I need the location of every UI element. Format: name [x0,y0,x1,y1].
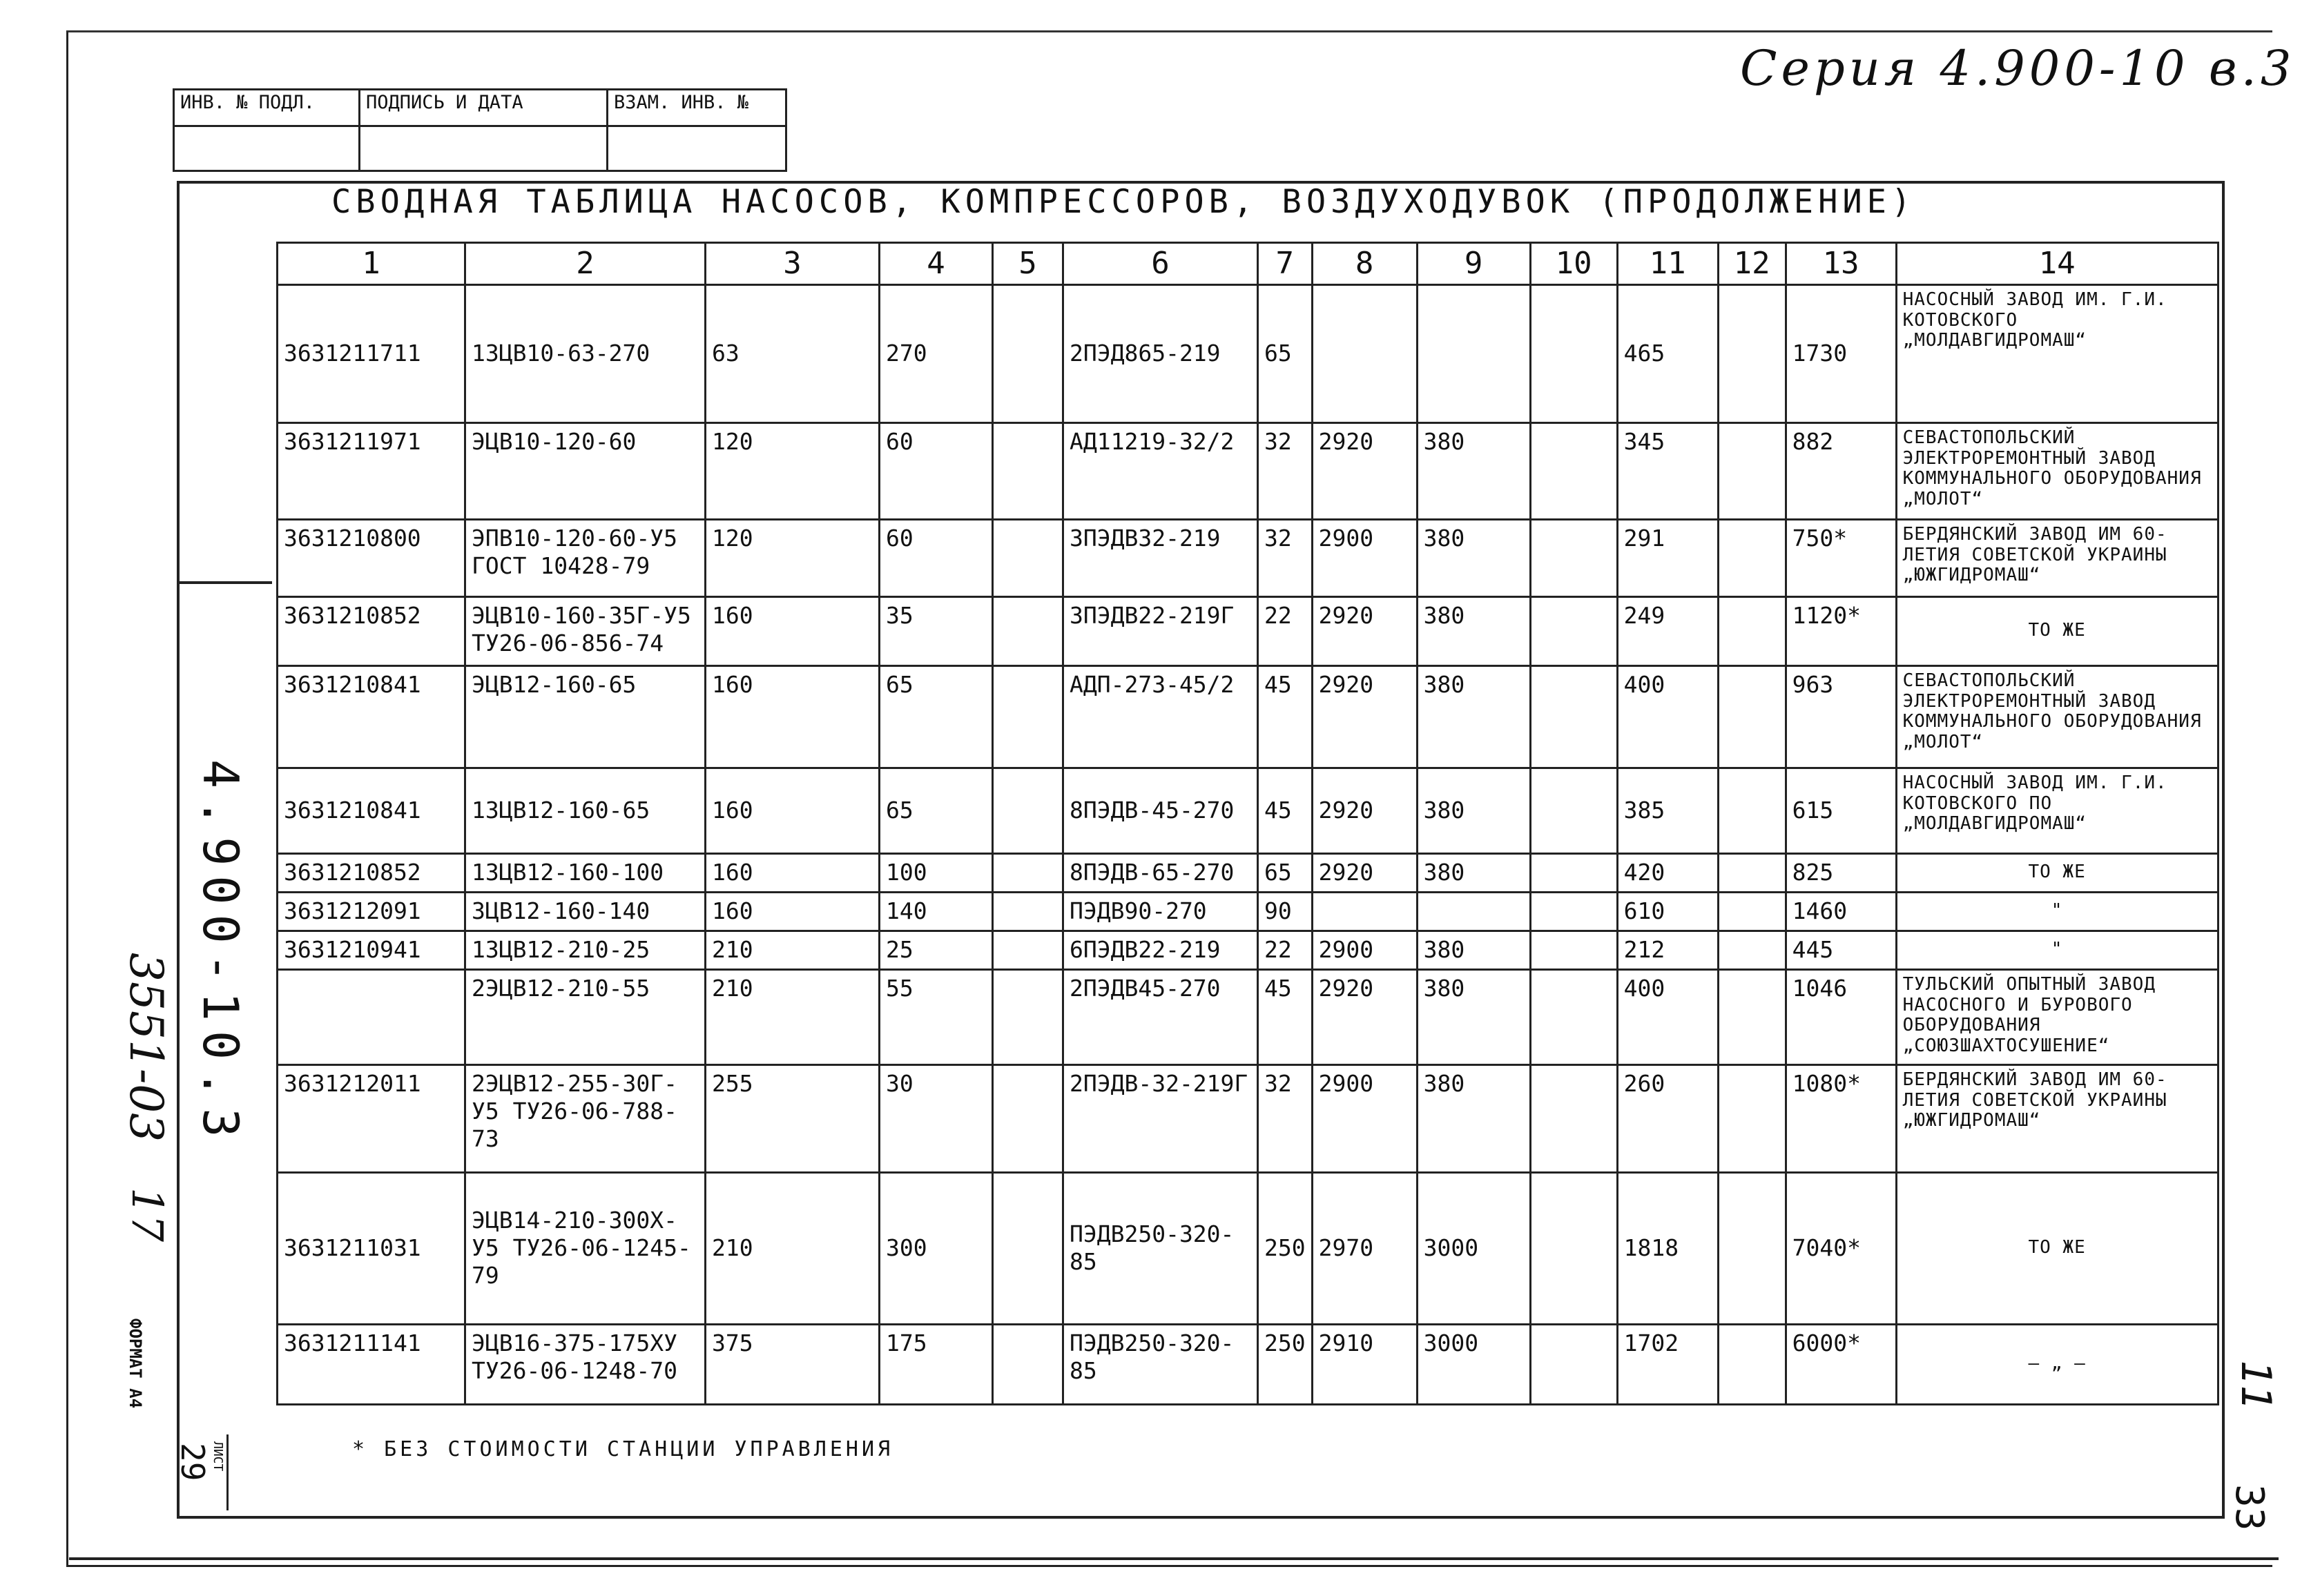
cell-col-13: 1120* [1786,596,1896,665]
cell-col-6: 8ПЭДВ-45-270 [1063,768,1258,853]
cell-col-3: 120 [706,422,880,519]
table-row [278,931,2218,969]
cell-col-3: 160 [706,665,880,768]
col-header-14: 14 [1896,243,2218,285]
cell-col-9 [1417,284,1530,422]
cell-col-3: 210 [706,1172,880,1324]
cell-col-4: 140 [880,892,993,931]
cell-col-8: 2920 [1312,969,1417,1064]
cell-col-13: 963 [1786,665,1896,768]
cell-col-13: 445 [1786,931,1896,969]
archive-code: 3551-03 [119,953,173,1142]
col-header-6: 6 [1063,243,1258,285]
cell-col-13: 1080* [1786,1064,1896,1172]
cell-col-8: 2920 [1312,422,1417,519]
cell-col-2: ЭПВ10-120-60-У5 ГОСТ 10428-79 [465,519,706,596]
stamp-inv-value [174,126,360,171]
cell-col-13: 882 [1786,422,1896,519]
table-row [278,969,2218,1064]
series-label: Серия 4.900-10 в.3 [1740,40,2296,97]
cell-col-9: 380 [1417,969,1530,1064]
cell-col-6: ПЭДВ250-320-85 [1063,1324,1258,1404]
cell-col-14: ТО ЖЕ [1896,853,2218,892]
footnote: * БЕЗ СТОИМОСТИ СТАНЦИИ УПРАВЛЕНИЯ [352,1437,894,1461]
cell-col-8 [1312,892,1417,931]
table-row [278,892,2218,931]
cell-col-13: 750* [1786,519,1896,596]
cell-col-10 [1530,1064,1617,1172]
cell-col-13: 7040* [1786,1172,1896,1324]
cell-col-7: 65 [1258,284,1313,422]
cell-col-2: ЭЦВ14-210-300Х-У5 ТУ26-06-1245-79 [465,1172,706,1324]
cell-col-8: 2970 [1312,1172,1417,1324]
cell-col-14: СЕВАСТОПОЛЬСКИЙ ЭЛЕКТРОРЕМОНТНЫЙ ЗАВОД КОММУНАЛЬНОГО ОБОРУДОВАНИЯ „МОЛОТ“ [1896,665,2218,768]
cell-col-9: 380 [1417,768,1530,853]
cell-col-13: 825 [1786,853,1896,892]
cell-col-6: АД11219-32/2 [1063,422,1258,519]
cell-col-3: 120 [706,519,880,596]
cell-col-11: 249 [1617,596,1718,665]
cell-col-9 [1417,892,1530,931]
cell-col-8: 2900 [1312,931,1417,969]
cell-col-3: 375 [706,1324,880,1404]
cell-col-5 [993,1324,1063,1404]
cell-col-4: 60 [880,519,993,596]
cell-col-6: 8ПЭДВ-65-270 [1063,853,1258,892]
cell-col-2: 13ЦВ12-160-65 [465,768,706,853]
cell-col-13: 6000* [1786,1324,1896,1404]
table-row [278,1064,2218,1172]
cell-col-1: 3631210841 [278,665,465,768]
cell-col-12 [1718,1172,1786,1324]
page-number: 33 [2227,1484,2272,1531]
cell-col-9: 380 [1417,931,1530,969]
cell-col-9: 380 [1417,596,1530,665]
cell-col-10 [1530,422,1617,519]
doc-code: 4.900-10.3 [192,759,249,1147]
stamp-sign-label: ПОДПИСЬ И ДАТА [360,90,608,126]
cell-col-11: 260 [1617,1064,1718,1172]
cell-col-6: 3ПЭДВ22-219Г [1063,596,1258,665]
cell-col-7: 45 [1258,768,1313,853]
col-header-3: 3 [706,243,880,285]
cell-col-14: СЕВАСТОПОЛЬСКИЙ ЭЛЕКТРОРЕМОНТНЫЙ ЗАВОД КОММУНАЛЬНОГО ОБОРУДОВАНИЯ „МОЛОТ“ [1896,422,2218,519]
cell-col-6: 2ПЭД865-219 [1063,284,1258,422]
cell-col-4: 270 [880,284,993,422]
table-row [278,596,2218,665]
cell-col-7: 90 [1258,892,1313,931]
cell-col-11: 400 [1617,665,1718,768]
cell-col-10 [1530,768,1617,853]
cell-col-9: 3000 [1417,1324,1530,1404]
cell-col-12 [1718,422,1786,519]
sheet-label: ЛИСТ [211,1441,225,1472]
stamp-inv-label: ИНВ. № ПОДЛ. [174,90,360,126]
cell-col-7: 22 [1258,931,1313,969]
cell-col-14: — „ — [1896,1324,2218,1404]
cell-col-3: 255 [706,1064,880,1172]
cell-col-2: 3ЦВ12-160-140 [465,892,706,931]
cell-col-7: 32 [1258,422,1313,519]
cell-col-12 [1718,768,1786,853]
stamp-block [173,88,787,172]
table-row [278,519,2218,596]
cell-col-1: 3631212011 [278,1064,465,1172]
stamp-replace-value [608,126,786,171]
cell-col-7: 22 [1258,596,1313,665]
cell-col-13: 1046 [1786,969,1896,1064]
cell-col-4: 55 [880,969,993,1064]
col-header-12: 12 [1718,243,1786,285]
cell-col-12 [1718,853,1786,892]
cell-col-6: 3ПЭДВ32-219 [1063,519,1258,596]
cell-col-1 [278,969,465,1064]
cell-col-14: НАСОСНЫЙ ЗАВОД ИМ. Г.И. КОТОВСКОГО „МОЛДАВГИДРОМАШ“ [1896,284,2218,422]
cell-col-2: ЭЦВ10-120-60 [465,422,706,519]
table-row [278,768,2218,853]
table-row [278,1324,2218,1404]
stamp-sign-value [360,126,608,171]
cell-col-8: 2920 [1312,665,1417,768]
cell-col-3: 210 [706,931,880,969]
cell-col-5 [993,596,1063,665]
summary-table [276,242,2219,1405]
cell-col-7: 45 [1258,665,1313,768]
cell-col-4: 300 [880,1172,993,1324]
col-header-1: 1 [278,243,465,285]
cell-col-5 [993,853,1063,892]
cell-col-8: 2900 [1312,1064,1417,1172]
cell-col-9: 3000 [1417,1172,1530,1324]
cell-col-11: 385 [1617,768,1718,853]
cell-col-2: 2ЭЦВ12-210-55 [465,969,706,1064]
cell-col-5 [993,665,1063,768]
cell-col-6: 6ПЭДВ22-219 [1063,931,1258,969]
cell-col-1: 3631212091 [278,892,465,931]
cell-col-4: 175 [880,1324,993,1404]
table-row [278,853,2218,892]
cell-col-3: 160 [706,768,880,853]
right-number: 11 [2232,1360,2280,1410]
cell-col-13: 1730 [1786,284,1896,422]
cell-col-3: 160 [706,853,880,892]
cell-col-1: 3631211141 [278,1324,465,1404]
cell-col-10 [1530,596,1617,665]
cell-col-1: 3631211971 [278,422,465,519]
cell-col-3: 160 [706,596,880,665]
cell-col-7: 32 [1258,1064,1313,1172]
col-header-4: 4 [880,243,993,285]
cell-col-5 [993,768,1063,853]
cell-col-10 [1530,853,1617,892]
cell-col-11: 610 [1617,892,1718,931]
cell-col-14: БЕРДЯНСКИЙ ЗАВОД ИМ 60-ЛЕТИЯ СОВЕТСКОЙ УКРАИНЫ „ЮЖГИДРОМАШ“ [1896,519,2218,596]
cell-col-10 [1530,892,1617,931]
col-header-9: 9 [1417,243,1530,285]
cell-col-7: 45 [1258,969,1313,1064]
cell-col-4: 30 [880,1064,993,1172]
cell-col-1: 3631210841 [278,768,465,853]
cell-col-12 [1718,596,1786,665]
cell-col-4: 65 [880,665,993,768]
cell-col-5 [993,1172,1063,1324]
col-header-11: 11 [1617,243,1718,285]
cell-col-2: 13ЦВ12-210-25 [465,931,706,969]
cell-col-14: ТО ЖЕ [1896,1172,2218,1324]
cell-col-14: БЕРДЯНСКИЙ ЗАВОД ИМ 60-ЛЕТИЯ СОВЕТСКОЙ УКРАИНЫ „ЮЖГИДРОМАШ“ [1896,1064,2218,1172]
header-row [278,243,2218,285]
stamp-replace-label: ВЗАМ. ИНВ. № [608,90,786,126]
cell-col-2: ЭЦВ10-160-35Г-У5 ТУ26-06-856-74 [465,596,706,665]
bottom-rule [69,1557,2279,1560]
cell-col-3: 63 [706,284,880,422]
col-header-5: 5 [993,243,1063,285]
cell-col-6: АДП-273-45/2 [1063,665,1258,768]
cell-col-8: 2920 [1312,596,1417,665]
cell-col-14: " [1896,931,2218,969]
cell-col-5 [993,519,1063,596]
cell-col-8: 2920 [1312,768,1417,853]
cell-col-7: 250 [1258,1324,1313,1404]
cell-col-8: 2900 [1312,519,1417,596]
cell-col-9: 380 [1417,665,1530,768]
cell-col-10 [1530,969,1617,1064]
table-title: СВОДНАЯ ТАБЛИЦА НАСОСОВ, КОМПРЕССОРОВ, ВОЗДУХОДУВОК (ПРОДОЛЖЕНИЕ) [331,183,1916,221]
cell-col-7: 250 [1258,1172,1313,1324]
cell-col-12 [1718,1324,1786,1404]
format-label: ФОРМАТ А4 [126,1318,145,1409]
cell-col-4: 35 [880,596,993,665]
cell-col-10 [1530,519,1617,596]
cell-col-14: ТО ЖЕ [1896,596,2218,665]
cell-col-8: 2910 [1312,1324,1417,1404]
cell-col-12 [1718,519,1786,596]
cell-col-10 [1530,1172,1617,1324]
cell-col-9: 380 [1417,422,1530,519]
cell-col-2: 13ЦВ12-160-100 [465,853,706,892]
cell-col-4: 100 [880,853,993,892]
cell-col-4: 25 [880,931,993,969]
cell-col-4: 60 [880,422,993,519]
cell-col-11: 400 [1617,969,1718,1064]
cell-col-11: 345 [1617,422,1718,519]
cell-col-12 [1718,284,1786,422]
cell-col-2: 2ЭЦВ12-255-30Г-У5 ТУ26-06-788-73 [465,1064,706,1172]
table-row [278,422,2218,519]
cell-col-11: 465 [1617,284,1718,422]
table-row [278,665,2218,768]
cell-col-14: НАСОСНЫЙ ЗАВОД ИМ. Г.И. КОТОВСКОГО ПО „МОЛДАВГИДРОМАШ“ [1896,768,2218,853]
cell-col-11: 1818 [1617,1172,1718,1324]
cell-col-5 [993,1064,1063,1172]
cell-col-2: ЭЦВ16-375-175ХУ ТУ26-06-1248-70 [465,1324,706,1404]
cell-col-1: 3631210852 [278,596,465,665]
cell-col-2: 13ЦВ10-63-270 [465,284,706,422]
cell-col-6: ПЭДВ250-320-85 [1063,1172,1258,1324]
cell-col-9: 380 [1417,1064,1530,1172]
cell-col-5 [993,931,1063,969]
cell-col-9: 380 [1417,853,1530,892]
cell-col-10 [1530,284,1617,422]
cell-col-13: 1460 [1786,892,1896,931]
cell-col-3: 210 [706,969,880,1064]
cell-col-12 [1718,1064,1786,1172]
cell-col-11: 1702 [1617,1324,1718,1404]
cell-col-2: ЭЦВ12-160-65 [465,665,706,768]
cell-col-6: ПЭДВ90-270 [1063,892,1258,931]
cell-col-1: 3631211711 [278,284,465,422]
cell-col-1: 3631210941 [278,931,465,969]
cell-col-12 [1718,969,1786,1064]
archive-number: 17 [122,1187,173,1242]
cell-col-12 [1718,931,1786,969]
cell-col-1: 3631210852 [278,853,465,892]
col-header-8: 8 [1312,243,1417,285]
cell-col-5 [993,892,1063,931]
cell-col-7: 65 [1258,853,1313,892]
table-row [278,284,2218,422]
col-header-10: 10 [1530,243,1617,285]
cell-col-11: 291 [1617,519,1718,596]
cell-col-4: 65 [880,768,993,853]
cell-col-11: 420 [1617,853,1718,892]
cell-col-5 [993,969,1063,1064]
cell-col-5 [993,422,1063,519]
cell-col-12 [1718,665,1786,768]
sheet-number: 29 [174,1443,211,1481]
cell-col-8 [1312,284,1417,422]
cell-col-3: 160 [706,892,880,931]
cell-col-6: 2ПЭДВ-32-219Г [1063,1064,1258,1172]
col-header-13: 13 [1786,243,1896,285]
cell-col-6: 2ПЭДВ45-270 [1063,969,1258,1064]
col-header-2: 2 [465,243,706,285]
cell-col-14: ТУЛЬСКИЙ ОПЫТНЫЙ ЗАВОД НАСОСНОГО И БУРОВОГО ОБОРУДОВАНИЯ „СОЮЗШАХТОСУШЕНИЕ“ [1896,969,2218,1064]
cell-col-7: 32 [1258,519,1313,596]
table-row [278,1172,2218,1324]
cell-col-13: 615 [1786,768,1896,853]
cell-col-12 [1718,892,1786,931]
cell-col-1: 3631211031 [278,1172,465,1324]
cell-col-10 [1530,665,1617,768]
cell-col-10 [1530,931,1617,969]
cell-col-1: 3631210800 [278,519,465,596]
cell-col-11: 212 [1617,931,1718,969]
cell-col-10 [1530,1324,1617,1404]
cell-col-5 [993,284,1063,422]
cell-col-14: " [1896,892,2218,931]
cell-col-9: 380 [1417,519,1530,596]
cell-col-8: 2920 [1312,853,1417,892]
col-header-7: 7 [1258,243,1313,285]
